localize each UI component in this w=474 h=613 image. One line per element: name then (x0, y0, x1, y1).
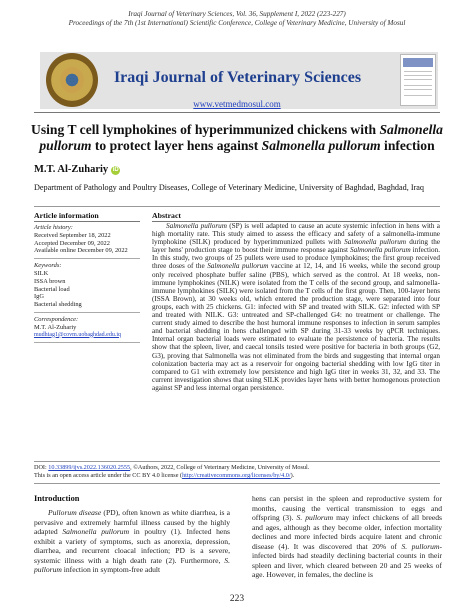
article-info-heading: Article information (34, 211, 99, 220)
article-info-panel (34, 211, 140, 346)
keyword-item: Bacterial shedding (34, 301, 82, 309)
page-number: 223 (229, 594, 245, 604)
author-affiliation: Department of Pathology and Poultry Diseases, College of Veterinary Medicine, University of Baghdad, Baghdad, Iraq (34, 183, 425, 192)
received-date: Received September 18, 2022 (34, 231, 111, 239)
divider (34, 258, 140, 259)
article-title: Using T cell lymphokines of hyperimmunized chickens with Salmonella pullorum to protect layer hens against Salmonella pullorum infection (31, 122, 443, 153)
divider (34, 461, 440, 462)
correspondence: Correspondence: M.T. Al-Zuhariy mudhtag1@covm.uobaghdad.edu.iq (34, 316, 140, 339)
header-line-1: Iraqi Journal of Veterinary Sciences, Vol. 36, Supplement I, 2022 (223-227) (128, 10, 346, 18)
introduction-right-column (252, 494, 442, 580)
introduction-heading: Introduction (34, 494, 80, 503)
journal-url-link[interactable]: www.vetmedmosul.com (193, 99, 281, 109)
abstract-heading: Abstract (152, 211, 182, 220)
online-date: Available online December 09, 2022 (34, 247, 128, 255)
divider (34, 112, 440, 113)
journal-header (0, 10, 474, 28)
introduction-paragraph: Pullorum disease (PD), often known as white diarrhea, is a pervasive and extremely harmful illness caused by the highly adapted Salmonella pullorum in poultry (1). Infected hens exhibit a variety of symptoms, such as anorexia, depression, diarrhea, and recurrent cloacal infection; PD is a severe, systemic illness with a high death rate (2). Furthermore, S. pullorum infection in symptom-free adult (34, 508, 230, 574)
license-line: This is an open access article under the CC BY 4.0 license (http://creativecommons.org/licenses/by/4.0/). (34, 472, 295, 479)
divider (34, 342, 140, 343)
divider (34, 312, 140, 313)
header-line-2: Proceedings of the 7th (1st International) Scientific Conference, College of Veterinary Medicine, University of Mosul (68, 19, 406, 27)
abstract-heading-block (152, 211, 440, 222)
article-history: Article history: Received September 18, 2022 Accepted December 09, 2022 Available online December 09, 2022 (34, 224, 140, 255)
correspondence-email-link[interactable]: mudhtag1@covm.uobaghdad.edu.iq (34, 331, 122, 338)
accepted-date: Accepted December 09, 2022 (34, 239, 110, 247)
orcid-icon[interactable]: iD (112, 167, 119, 173)
doi-line: DOI: 10.33899/ijvs.2022.136020.2555, ©Authors, 2022, College of Veterinary Medicine, University of Mosul. (34, 464, 310, 471)
divider (34, 221, 140, 222)
journal-name: Iraqi Journal of Veterinary Sciences (113, 69, 362, 86)
keyword-item: ISSA brown (34, 277, 66, 285)
keywords-list: Keywords: SILK ISSA brown Bacterial load IgG Bacterial shedding (34, 262, 140, 309)
correspondence-name: M.T. Al-Zuhariy (34, 323, 77, 331)
keyword-item: Bacterial load (34, 285, 70, 293)
license-link[interactable]: http://creativecommons.org/licenses/by/4.0/ (182, 472, 291, 479)
doi-link[interactable]: 10.33899/ijvs.2022.136020.2555 (48, 464, 131, 471)
doi-license-block (34, 464, 454, 480)
keyword-item: IgG (34, 293, 44, 301)
divider (34, 206, 440, 207)
divider (34, 483, 440, 484)
abstract-text: Salmonella pullorum (SP) is well adapted to cause an acute systemic infection in hens with a high mortality rate. This study aimed to assess the efficacy and safety of a salmonella-immune lymphokine (SILK) produced by hyperimmunized pullets with Salmonella pullorum during the layer hens' production stage to boost their immune response against Salmonella pullorum infection. In this study, two groups of 25 pullets were used to produce lymphokines; the first group received three doses of the Salmonella pullorum vaccine at 12, 14, and 16 weeks, while the second group only received phosphate buffer saline (PBS), which served as the control. At 18 weeks, non-immune lymphokines (NILK) were isolated from the T cells of the second group, and salmonella-immune lymphokines (SILK) were isolated from the T cells of the first group. Then, 100-layer hens (ISSA Brown), at 30 weeks old, which entered the production stage, were separated into four groups, each with 25 chickens. G1: infected with SP and treated with SILK. G2: infected with SP and treated with NILK. G3: untreated and SP-challenged G4: no treatment or challenge. The current study aimed to describe the host humoral immune responses to infection in serum samples and bacterial shedding in hens challenged with SP during 31-33 weeks by qPCR techniques. Internal organ bacterial loads were estimated to evaluate the persistence of bacteria. The results show that the spleen, liver, and caecal tonsils tested were positive for bacteria in both groups (G2, G3), proving that Salmonella was not eliminated from the birds and suggesting that internal organ colonization bacteria may act as a reservoir for ongoing bacterial shedding with low IgG titer in compared to G1 with extremely low persistence and high IgG titer in weeks 31, 32, and 33. The current investigation shows that using SILK provides layer hens with better homogenous protection against SP and less internal organ persistence. (152, 222, 441, 392)
keyword-item: SILK (34, 269, 49, 277)
introduction-paragraph-continued: hens can persist in the spleen and reproductive system for months, causing the vertical transmission to eggs and offspring (3). S. pullorum may infect chickens of all breeds and ages, although as they become older, infection mortality declines and more infected birds acquire latent and chronic disease (4). It was discovered that 20% of S. pullorum-infected birds had steadily declining bacterial counts in their spleen and liver, which cleared between 20 and 25 weeks of age. However, in females, the decline is (252, 494, 442, 579)
introduction-left-column (34, 494, 230, 575)
author-name: M.T. Al-Zuhariy iD (34, 164, 119, 175)
